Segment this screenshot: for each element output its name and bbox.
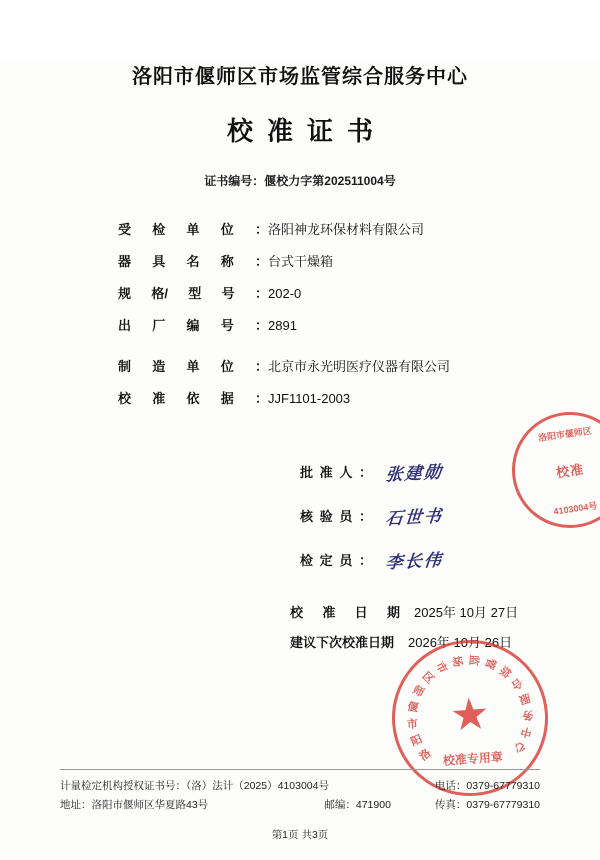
signature-row-inspector — [300, 547, 600, 572]
date-row-calibration — [290, 602, 600, 621]
seal-ring-char: 监 — [466, 654, 481, 667]
signature-approver: 张建勋 — [384, 462, 444, 486]
official-seal-subtitle: 校准专用章 — [442, 749, 504, 768]
date-value-next: 2026年 10月 26日 — [408, 635, 513, 650]
side-seal-center: 校准 — [555, 462, 586, 482]
field-row — [118, 219, 600, 238]
signature-row-verifier — [300, 503, 600, 528]
field-value-basis: JJF1101-2003 — [268, 391, 351, 406]
seal-ring-char: 阳 — [408, 732, 425, 749]
star-icon: ★ — [448, 689, 492, 741]
date-row-next — [290, 632, 600, 651]
field-value-model: 202-0 — [268, 286, 302, 301]
page-title: 校准证书 — [226, 117, 387, 147]
footer-line-2 — [60, 797, 540, 812]
seal-ring-char: 偃 — [406, 699, 420, 715]
seal-ring-char: 区 — [419, 669, 437, 687]
side-seal-arc-bottom: 4103004号 — [552, 500, 598, 517]
field-label: 出 厂 编 号 ： — [118, 318, 268, 333]
seal-ring-char: 服 — [517, 690, 532, 707]
seal-ring-char: 综 — [496, 663, 514, 681]
signature-verifier: 石世书 — [384, 506, 444, 530]
signature-label: 核 验 员 ： — [300, 509, 372, 524]
field-label: 器 具 名 称 ： — [118, 254, 268, 269]
footer-fax: 传真：0379-67779310 — [434, 799, 540, 811]
date-label-calibration: 校 准 日 期 — [290, 605, 400, 620]
seal-ring-char: 市 — [433, 659, 450, 676]
page-number: 第1页 共3页 — [271, 829, 329, 841]
date-block — [0, 602, 600, 651]
field-label: 制 造 单 位 ： — [118, 359, 268, 374]
field-row — [118, 251, 600, 270]
field-row — [118, 356, 600, 375]
certificate-page — [0, 60, 600, 860]
field-value-inspected-unit: 洛阳神龙环保材料有限公司 — [268, 222, 425, 237]
signature-row-approver — [300, 459, 600, 484]
signature-label: 批 准 人 ： — [300, 465, 372, 480]
seal-ring-char: 场 — [449, 654, 465, 669]
organization-title: 洛阳市偃师区市场监管综合服务中心 — [132, 64, 468, 88]
signature-inspector: 李长伟 — [384, 550, 444, 574]
footer — [60, 769, 540, 816]
field-list — [0, 219, 600, 407]
footer-postcode: 邮编：471900 — [324, 799, 391, 811]
seal-ring-char: 心 — [511, 739, 529, 756]
seal-ring-char: 管 — [482, 656, 499, 672]
footer-authorization-number: 计量检定机构授权证书号：（洛）法计（2025）4103004号 — [60, 780, 329, 792]
field-row — [118, 283, 600, 302]
seal-ring-char: 合 — [508, 675, 526, 693]
field-value-instrument-name: 台式干燥箱 — [268, 254, 334, 269]
signature-block — [0, 459, 600, 572]
field-row — [118, 315, 600, 334]
seal-ring-char: 洛 — [416, 746, 434, 764]
field-value-serial-number: 2891 — [268, 318, 297, 333]
field-label: 规 格/ 型 号 ： — [118, 286, 268, 301]
footer-address: 地址：洛阳市偃师区华夏路43号 — [60, 799, 209, 811]
seal-ring-char: 中 — [519, 724, 534, 740]
footer-phone: 电话：0379-67779310 — [434, 780, 540, 792]
certificate-number: 证书编号：偃校力字第202511004号 — [204, 174, 396, 188]
field-label: 校 准 依 据 ： — [118, 391, 268, 406]
date-value-calibration: 2025年 10月 27日 — [414, 605, 519, 620]
field-value-manufacturer: 北京市永光明医疗仪器有限公司 — [268, 359, 451, 374]
side-seal-arc-top: 洛阳市偃师区 — [537, 425, 593, 444]
field-row — [118, 388, 600, 407]
field-label: 受 检 单 位 ： — [118, 222, 268, 237]
date-label-next: 建议下次校准日期 — [290, 635, 395, 650]
seal-ring-char: 师 — [410, 683, 427, 700]
seal-ring-char: 务 — [522, 708, 534, 722]
footer-line-1 — [60, 778, 540, 793]
signature-label: 检 定 员 ： — [300, 553, 372, 568]
seal-ring-char: 市 — [406, 717, 419, 732]
